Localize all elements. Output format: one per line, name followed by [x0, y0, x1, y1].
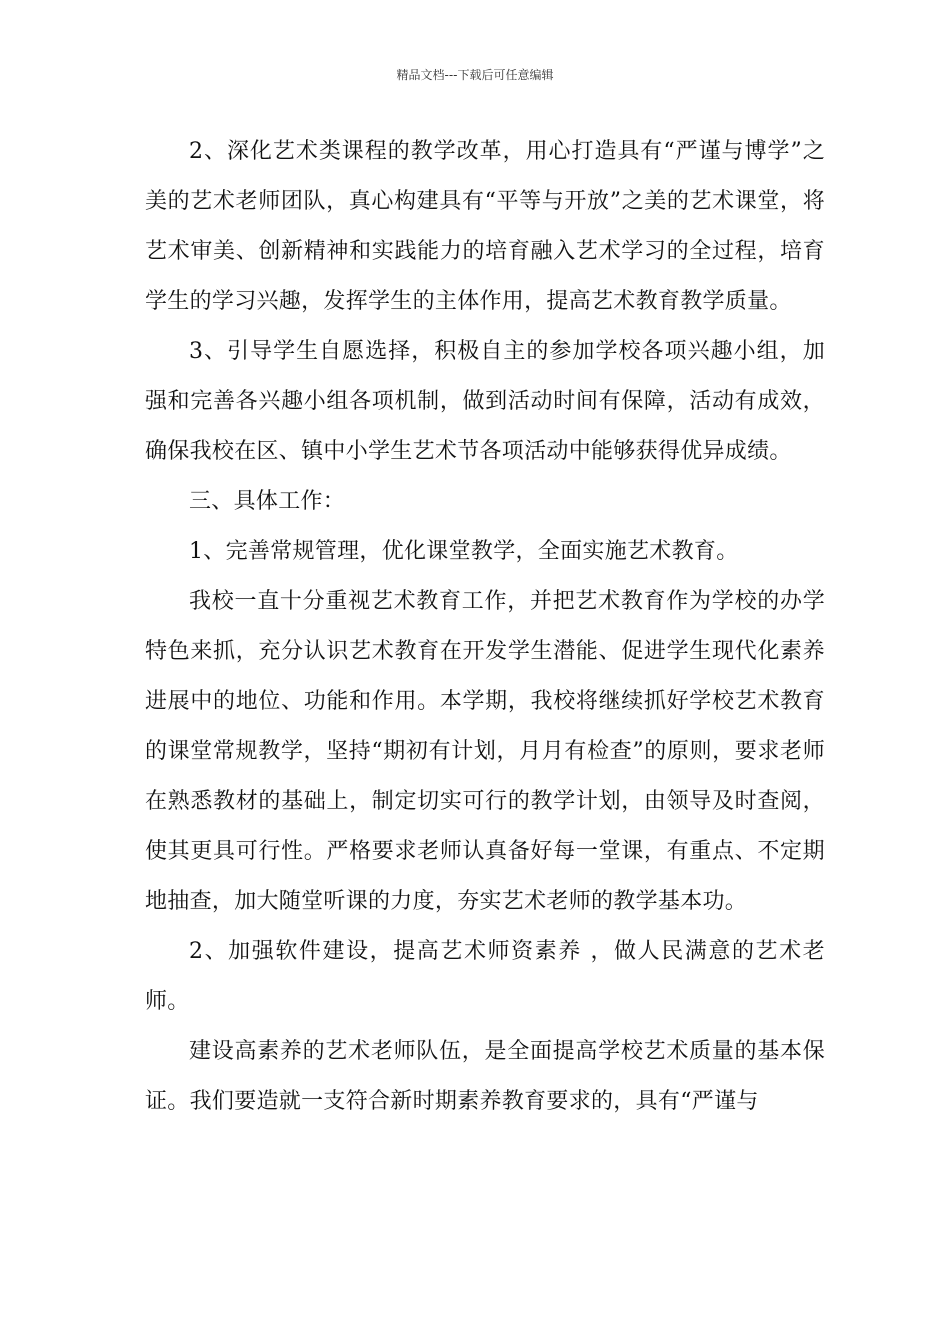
subheading-routine-management: 1、完善常规管理，优化课堂教学，全面实施艺术教育。 — [189, 539, 739, 564]
paragraph-art-education: 我校一直十分重视艺术教育工作，并把艺术教育作为学校的办学特色来抓，充分认识艺术教育在开发学生潜能、促进学生现代化素养进展中的地位、功能和作用。本学期，我校将继续抓好学校艺术教育的课堂常规教学，坚持“期初有计划，月月有检查”的原则，要求老师在熟悉教材的基础上，制定切实可行的教学计划，由领导及时查阅，使其更具可行性。严格要求老师认真备好每一堂课，有重点、不定期地抽查，加大随堂听课的力度，夯实艺术老师的教学基本功。 — [145, 589, 825, 914]
paragraph-course-reform: 2、深化艺术类课程的教学改革，用心打造具有“严谨与博学”之美的艺术老师团队，真心构建具有“平等与开放”之美的艺术课堂，将艺术审美、创新精神和实践能力的培育融入艺术学习的全过程，培育学生的学习兴趣，发挥学生的主体作用，提高艺术教育教学质量。 — [145, 139, 825, 314]
subheading-software-construction: 2、加强软件建设，提高艺术师资素养 ，做人民满意的艺术老师。 — [145, 939, 825, 1014]
section-heading-specific-work: 三、具体工作： — [189, 489, 346, 514]
paragraph-interest-groups: 3、引导学生自愿选择，积极自主的参加学校各项兴趣小组，加强和完善各兴趣小组各项机制，做到活动时间有保障，活动有成效，确保我校在区、镇中小学生艺术节各项活动中能够获得优异成绩。 — [145, 339, 825, 464]
paragraph-teacher-team: 建设高素养的艺术老师队伍，是全面提高学校艺术质量的基本保证。我们要造就一支符合新时期素养教育要求的，具有“严谨与 — [145, 1039, 825, 1114]
document-body — [145, 127, 825, 1127]
page-header: 精品文档---下载后可任意编辑 — [396, 68, 554, 82]
